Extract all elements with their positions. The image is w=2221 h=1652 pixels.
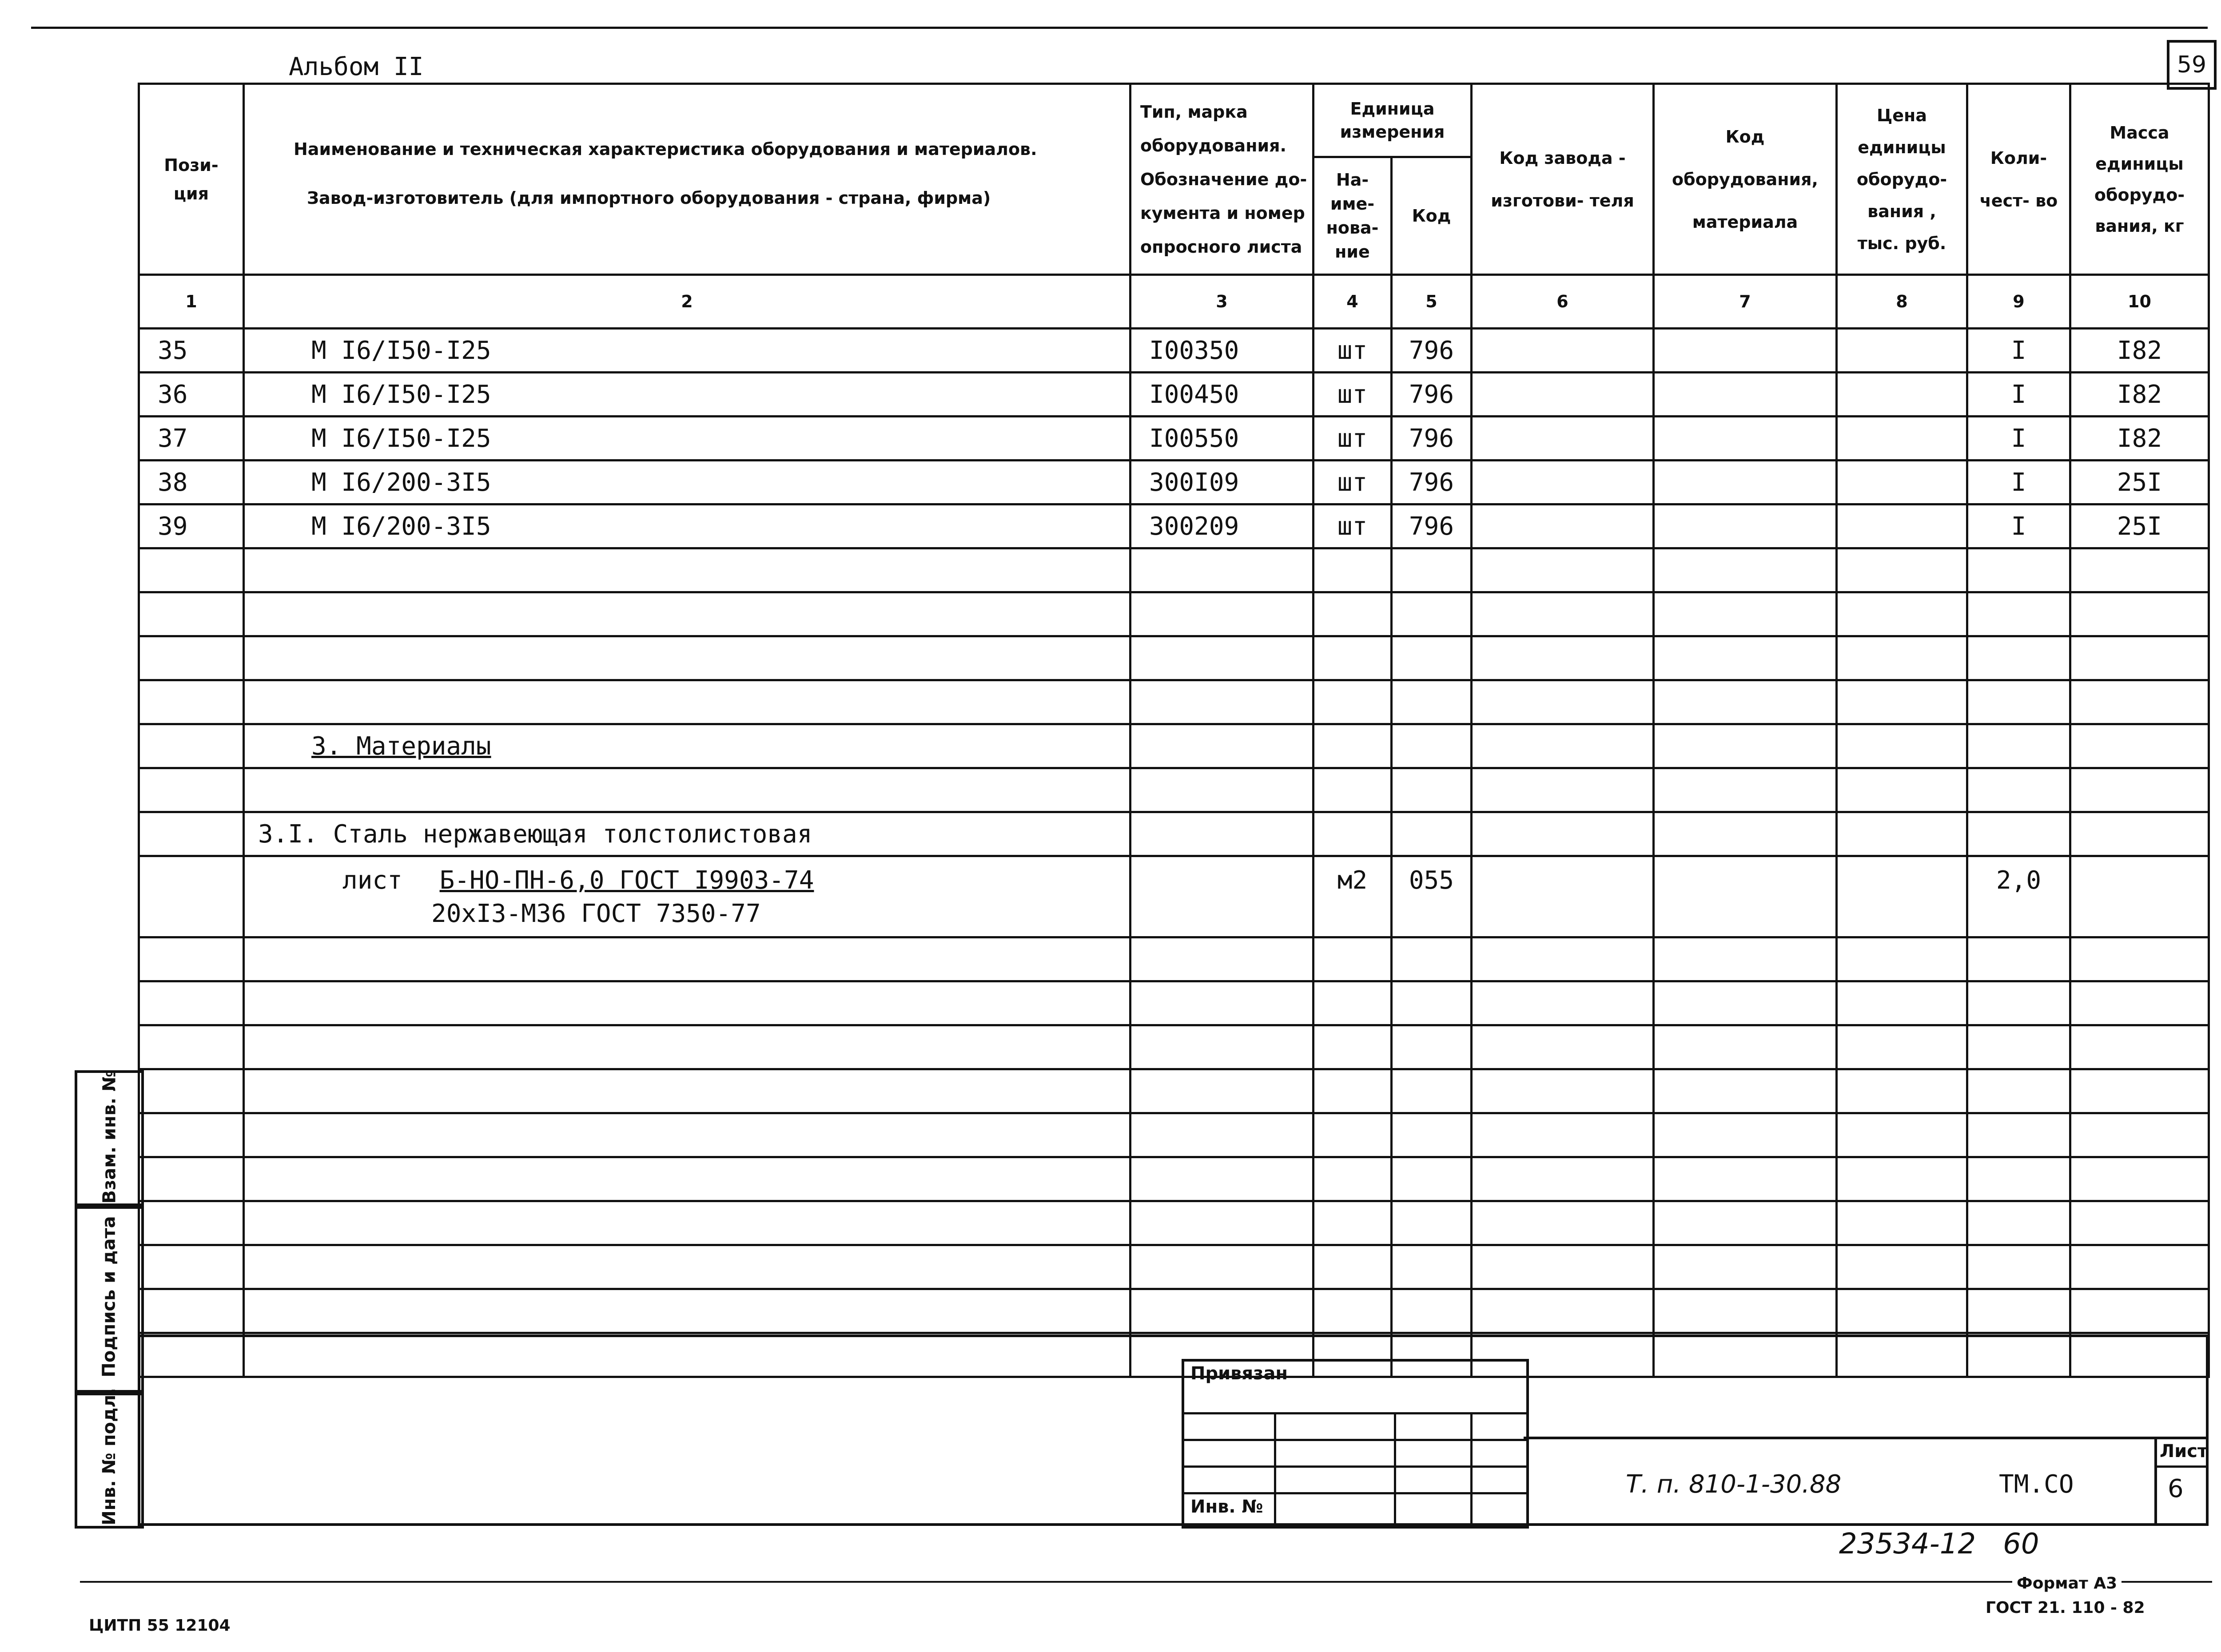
row-empty	[1837, 373, 1967, 417]
title-block-left-line	[138, 1334, 140, 1525]
header-type	[1130, 84, 1313, 275]
material-unit: м2	[1313, 856, 1392, 937]
row-mass: 25I	[2070, 461, 2209, 504]
row-name: М I6/200-3I5	[244, 461, 1130, 504]
page-number: 59	[2167, 40, 2217, 90]
col-num-4: 4	[1313, 275, 1392, 329]
side-label-vzam-wrapper	[77, 1070, 141, 1203]
empty-row	[139, 680, 2209, 724]
row-doc: I00450	[1130, 373, 1313, 417]
empty-row	[139, 636, 2209, 680]
table-row	[139, 329, 2209, 373]
row-empty	[1654, 329, 1837, 373]
empty-row	[139, 1245, 2209, 1289]
col-num-10: 10	[2070, 275, 2209, 329]
row-empty	[1472, 417, 1654, 461]
header-price-text: Цена единицы оборудо- вания , тыс. руб.	[1856, 105, 1947, 253]
subsection-title: 3.I. Сталь нержавеющая толстолистовая	[244, 812, 1130, 856]
row-empty	[1472, 329, 1654, 373]
row-doc: I00350	[1130, 329, 1313, 373]
row-unit: шт	[1313, 417, 1392, 461]
table-row	[139, 373, 2209, 417]
row-empty	[1472, 504, 1654, 548]
title-block-bottom-line	[138, 1523, 2209, 1526]
row-code: 796	[1392, 504, 1472, 548]
header-position	[139, 84, 244, 275]
stamp-inv-no: Инв. №	[1190, 1497, 1263, 1517]
empty-row	[139, 548, 2209, 592]
col-num-2: 2	[244, 275, 1130, 329]
ref-block-top-line	[1524, 1437, 2208, 1439]
col-num-3: 3	[1130, 275, 1313, 329]
header-unit-name-text: На- име- нова- ние	[1326, 170, 1379, 262]
empty-row	[139, 937, 2209, 981]
stamp-line-2	[1182, 1439, 1526, 1441]
column-number-row	[139, 275, 2209, 329]
row-qty: I	[1967, 461, 2070, 504]
header-equipment-code-text: Код оборудования, материала	[1672, 127, 1818, 232]
side-label-inv-wrapper	[77, 1390, 141, 1523]
header-quantity	[1967, 84, 2070, 275]
header-unit	[1313, 84, 1472, 157]
row-empty	[1837, 417, 1967, 461]
stamp-line-3	[1182, 1465, 1526, 1468]
list-number: 6	[2168, 1474, 2184, 1503]
row-unit: шт	[1313, 373, 1392, 417]
col-num-7: 7	[1654, 275, 1837, 329]
section-row	[139, 724, 2209, 768]
row-doc: 300I09	[1130, 461, 1313, 504]
row-empty	[1654, 461, 1837, 504]
header-unit-name	[1313, 157, 1392, 275]
stamp-line-4	[1182, 1492, 1526, 1494]
row-code: 796	[1392, 329, 1472, 373]
header-name-line1: Наименование и техническая характеристика оборудования и материалов.	[294, 139, 1037, 159]
row-unit: шт	[1313, 504, 1392, 548]
stamp-vline-1	[1274, 1412, 1276, 1523]
header-name-line2: Завод-изготовитель (для импортного оборудования - страна, фирма)	[307, 188, 991, 208]
col-num-6: 6	[1472, 275, 1654, 329]
section-title: 3. Материалы	[244, 724, 1130, 768]
side-label-podpis: Подпись и дата	[99, 1216, 119, 1378]
header-equipment-code	[1654, 84, 1837, 275]
footer-line	[80, 1581, 2212, 1583]
col-num-1: 1	[139, 275, 244, 329]
header-name	[244, 84, 1130, 275]
row-code: 796	[1392, 461, 1472, 504]
empty-row	[139, 981, 2209, 1025]
material-line1: Б-НО-ПН-6,0 ГОСТ I9903-74	[439, 866, 814, 895]
row-mass: I82	[2070, 417, 2209, 461]
header-unit-code-text: Код	[1412, 206, 1451, 226]
row-qty: I	[1967, 504, 2070, 548]
side-label-vzam: Взам. инв. №	[99, 1070, 120, 1204]
stamp-vline-2	[1394, 1412, 1396, 1523]
footer-gost: ГОСТ 21. 110 - 82	[1986, 1599, 2145, 1617]
side-label-inv: Инв. № подл.	[99, 1388, 120, 1525]
material-code: 055	[1392, 856, 1472, 937]
table-row	[139, 417, 2209, 461]
list-label: Лист	[2160, 1441, 2208, 1461]
header-factory-code	[1472, 84, 1654, 275]
footer-format: Формат А3	[2012, 1574, 2121, 1592]
row-qty: I	[1967, 329, 2070, 373]
row-name: М I6/I50-I25	[244, 373, 1130, 417]
col-num-9: 9	[1967, 275, 2070, 329]
doc-reference: Т. п. 810-1-30.88	[1626, 1470, 1842, 1499]
empty-row	[139, 1333, 2209, 1377]
row-empty	[1837, 504, 1967, 548]
row-empty	[1654, 373, 1837, 417]
row-doc: 300209	[1130, 504, 1313, 548]
row-empty	[1654, 417, 1837, 461]
list-box-divider	[2154, 1465, 2209, 1468]
header-position-text: Пози- ция	[164, 155, 219, 203]
row-qty: I	[1967, 417, 2070, 461]
header-mass-text: Масса единицы оборудо- вания, кг	[2094, 123, 2185, 236]
stamp-privyazan: Привязан	[1190, 1363, 1288, 1384]
row-empty	[1472, 461, 1654, 504]
header-unit-code	[1392, 157, 1472, 275]
row-position: 37	[139, 417, 244, 461]
footer-citp: ЦИТП 55 12104	[89, 1616, 231, 1635]
col-num-5: 5	[1392, 275, 1472, 329]
material-qty: 2,0	[1967, 856, 2070, 937]
empty-row	[139, 768, 2209, 812]
header-mass	[2070, 84, 2209, 275]
row-code: 796	[1392, 417, 1472, 461]
row-mass: I82	[2070, 373, 2209, 417]
empty-row	[139, 1113, 2209, 1157]
material-cell	[244, 856, 1130, 937]
header-type-text: Тип, марка оборудования. Обозначение до- кумента и номер опросного листа	[1140, 102, 1307, 257]
side-label-podpis-wrapper	[77, 1203, 141, 1390]
row-empty	[1837, 329, 1967, 373]
row-mass: I82	[2070, 329, 2209, 373]
header-row	[139, 84, 2209, 157]
empty-row	[139, 1201, 2209, 1245]
row-mass: 25I	[2070, 504, 2209, 548]
row-empty	[1472, 373, 1654, 417]
row-empty	[1654, 504, 1837, 548]
row-position: 35	[139, 329, 244, 373]
table-row	[139, 461, 2209, 504]
row-qty: I	[1967, 373, 2070, 417]
table-row	[139, 504, 2209, 548]
material-prefix: лист	[342, 866, 402, 895]
title-block-top-line	[138, 1334, 2209, 1337]
material-line2: 20хI3-М36 ГОСТ 7350-77	[431, 899, 761, 928]
row-name: М I6/200-3I5	[244, 504, 1130, 548]
row-name: М I6/I50-I25	[244, 417, 1130, 461]
header-factory-code-text: Код завода - изготови- теля	[1491, 148, 1634, 210]
specification-table	[138, 83, 2210, 1378]
row-unit: шт	[1313, 329, 1392, 373]
row-position: 39	[139, 504, 244, 548]
album-label: Альбом II	[289, 52, 424, 81]
row-empty	[1837, 461, 1967, 504]
col-num-8: 8	[1837, 275, 1967, 329]
sheet-top-edge	[31, 27, 2208, 29]
empty-row	[139, 1025, 2209, 1069]
subsection-row	[139, 812, 2209, 856]
row-code: 796	[1392, 373, 1472, 417]
header-price	[1837, 84, 1967, 275]
row-name: М I6/I50-I25	[244, 329, 1130, 373]
empty-row	[139, 1069, 2209, 1113]
doc-code: ТМ.СО	[1999, 1470, 2074, 1499]
row-position: 38	[139, 461, 244, 504]
empty-row	[139, 1157, 2209, 1201]
row-position: 36	[139, 373, 244, 417]
stamp-vline-3	[1470, 1412, 1473, 1523]
material-row	[139, 856, 2209, 937]
empty-row	[139, 592, 2209, 636]
row-unit: шт	[1313, 461, 1392, 504]
header-unit-text: Единица измерения	[1340, 99, 1445, 142]
row-doc: I00550	[1130, 417, 1313, 461]
stamp-line-1	[1182, 1412, 1526, 1414]
header-quantity-text: Коли- чест- во	[1979, 148, 2058, 210]
empty-row	[139, 1289, 2209, 1333]
handwritten-number: 23534-12 60	[1839, 1528, 2039, 1561]
